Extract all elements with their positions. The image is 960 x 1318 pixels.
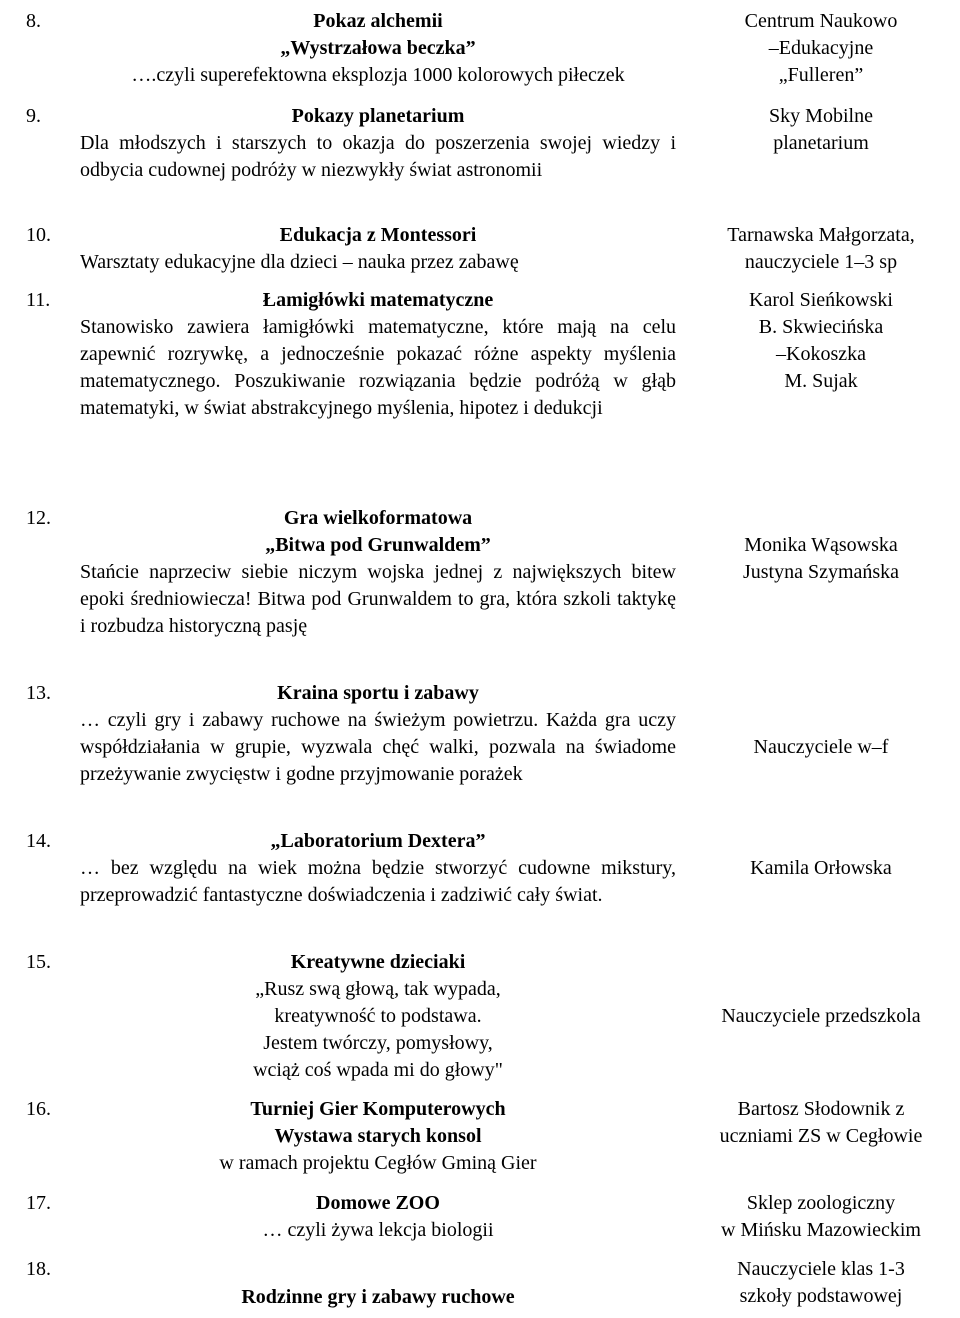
activity-title: Turniej Gier Komputerowych: [250, 1098, 506, 1120]
activity-title: „Bitwa pod Grunwaldem”: [265, 534, 491, 556]
poem-line: kreatywność to podstawa.: [274, 1005, 482, 1027]
organizer-line: w Mińsku Mazowieckim: [721, 1219, 921, 1241]
organizer-line: Sklep zoologiczny: [746, 1192, 896, 1214]
activity-description: Dla młodszych i starszych to okazja do poszerzenia swojej wiedzy i odbycia cudownej podróży w niezwykły świat astronomii: [80, 132, 676, 181]
organizer-line: „Fulleren”: [778, 64, 864, 86]
organizer-cell: [690, 1190, 952, 1244]
organizer-line: Monika Wąsowska: [744, 534, 898, 556]
organizer-line: Tarnawska Małgorzata,: [727, 224, 915, 246]
activity-cell: [80, 103, 676, 184]
activity-description: Stanowisko zawiera łamigłówki matematyczne, które mają na celu zapewnić rozrywkę, a jednocześnie pokazać różne aspekty myślenia matematycznego. Poszukiwanie rozwiązania będzie podróżą w głąb matematyki, w świat abstrakcyjnego myślenia, hipotez i dedukcji: [80, 316, 676, 419]
activity-title: Gra wielkoformatowa: [283, 507, 473, 529]
organizer-line: Kamila Orłowska: [750, 857, 892, 879]
activity-title: Łamigłówki matematyczne: [262, 289, 494, 311]
activity-cell: [80, 949, 676, 1084]
activity-cell: [80, 287, 676, 422]
activity-cell: [80, 1190, 676, 1244]
organizer-line: Centrum Naukowo: [744, 10, 898, 32]
organizer-line: M. Sujak: [784, 370, 858, 392]
activity-title: „Laboratorium Dextera”: [270, 830, 486, 852]
activity-cell: [80, 680, 676, 788]
organizer-line: nauczyciele 1–3 sp: [744, 251, 898, 273]
organizer-cell: [690, 222, 952, 276]
organizer-line: planetarium: [773, 132, 869, 154]
organizer-line: Justyna Szymańska: [742, 561, 900, 583]
row-number: 15.: [26, 951, 51, 973]
organizer-line: uczniami ZS w Cegłowie: [719, 1125, 923, 1147]
row-number: 8.: [26, 10, 41, 32]
activity-cell: [80, 222, 676, 276]
activity-cell: [80, 1096, 676, 1177]
organizer-line: Bartosz Słodownik z: [737, 1098, 905, 1120]
organizer-cell: [690, 1256, 952, 1310]
row-number: 12.: [26, 507, 51, 529]
activity-title: Pokaz alchemii: [313, 10, 443, 32]
activity-description: … bez względu na wiek można będzie stworzyć cudowne mikstury, przeprowadzić fantastyczne doświadczenia i zadziwić cały świat.: [80, 857, 676, 906]
activity-description: Stańcie naprzeciw siebie niczym wojska jednej z największych bitew epoki średniowiecza! Bitwa pod Grunwaldem to gra, która szkoli taktykę i rozbudza historyczną pasję: [80, 561, 676, 637]
organizer-line: –Edukacyjne: [768, 37, 874, 59]
row-number: 18.: [26, 1258, 51, 1280]
organizer-cell: [690, 103, 952, 157]
organizer-line: Nauczyciele klas 1-3: [737, 1258, 905, 1280]
activity-title: „Wystrzałowa beczka”: [280, 37, 476, 59]
activity-title: Edukacja z Montessori: [279, 224, 477, 246]
row-number: 9.: [26, 105, 41, 127]
organizer-line: Karol Sieńkowski: [749, 289, 893, 311]
row-number: 13.: [26, 682, 51, 704]
row-number: 14.: [26, 830, 51, 852]
activity-cell: [80, 1284, 676, 1311]
organizer-line: Nauczyciele w–f: [753, 736, 889, 758]
activity-cell: [80, 828, 676, 909]
activity-description: ….czyli superefektowna eksplozja 1000 kolorowych piłeczek: [131, 64, 625, 86]
organizer-cell: [690, 855, 952, 882]
organizer-cell: [690, 1003, 952, 1030]
organizer-line: Nauczyciele przedszkola: [721, 1005, 921, 1027]
activity-title: Wystawa starych konsol: [274, 1125, 482, 1147]
organizer-cell: [690, 532, 952, 586]
organizer-line: B. Skwiecińska: [758, 316, 884, 338]
activity-description: … czyli żywa lekcja biologii: [262, 1219, 494, 1241]
activity-title: Kraina sportu i zabawy: [277, 682, 479, 704]
activity-cell: [80, 505, 676, 640]
organizer-cell: [690, 734, 952, 761]
row-number: 17.: [26, 1192, 51, 1214]
organizer-line: szkoły podstawowej: [739, 1285, 903, 1307]
organizer-cell: [690, 1096, 952, 1150]
organizer-cell: [690, 287, 952, 395]
activity-title: Domowe ZOO: [316, 1192, 440, 1214]
poem-line: wciąż coś wpada mi do głowy": [253, 1059, 503, 1081]
activity-title: Rodzinne gry i zabawy ruchowe: [241, 1286, 515, 1308]
row-number: 16.: [26, 1098, 51, 1120]
activity-title: Kreatywne dzieciaki: [290, 951, 466, 973]
activity-cell: [80, 8, 676, 89]
activity-description: w ramach projektu Cegłów Gminą Gier: [219, 1152, 537, 1174]
poem-line: Jestem twórczy, pomysłowy,: [263, 1032, 493, 1054]
organizer-line: Sky Mobilne: [769, 105, 873, 127]
row-number: 11.: [26, 289, 51, 311]
poem-line: „Rusz swą głową, tak wypada,: [255, 978, 501, 1000]
organizer-line: –Kokoszka: [776, 343, 866, 365]
activity-description: Warsztaty edukacyjne dla dzieci – nauka przez zabawę: [80, 251, 519, 273]
row-number: 10.: [26, 224, 51, 246]
activity-description: … czyli gry i zabawy ruchowe na świeżym powietrzu. Każda gra uczy współdziałania w grupie, wyzwala chęć walki, pozwala na świadome przeżywanie zwycięstw i godne przyjmowanie porażek: [80, 709, 676, 785]
activity-title: Pokazy planetarium: [291, 105, 465, 127]
organizer-cell: [690, 8, 952, 89]
